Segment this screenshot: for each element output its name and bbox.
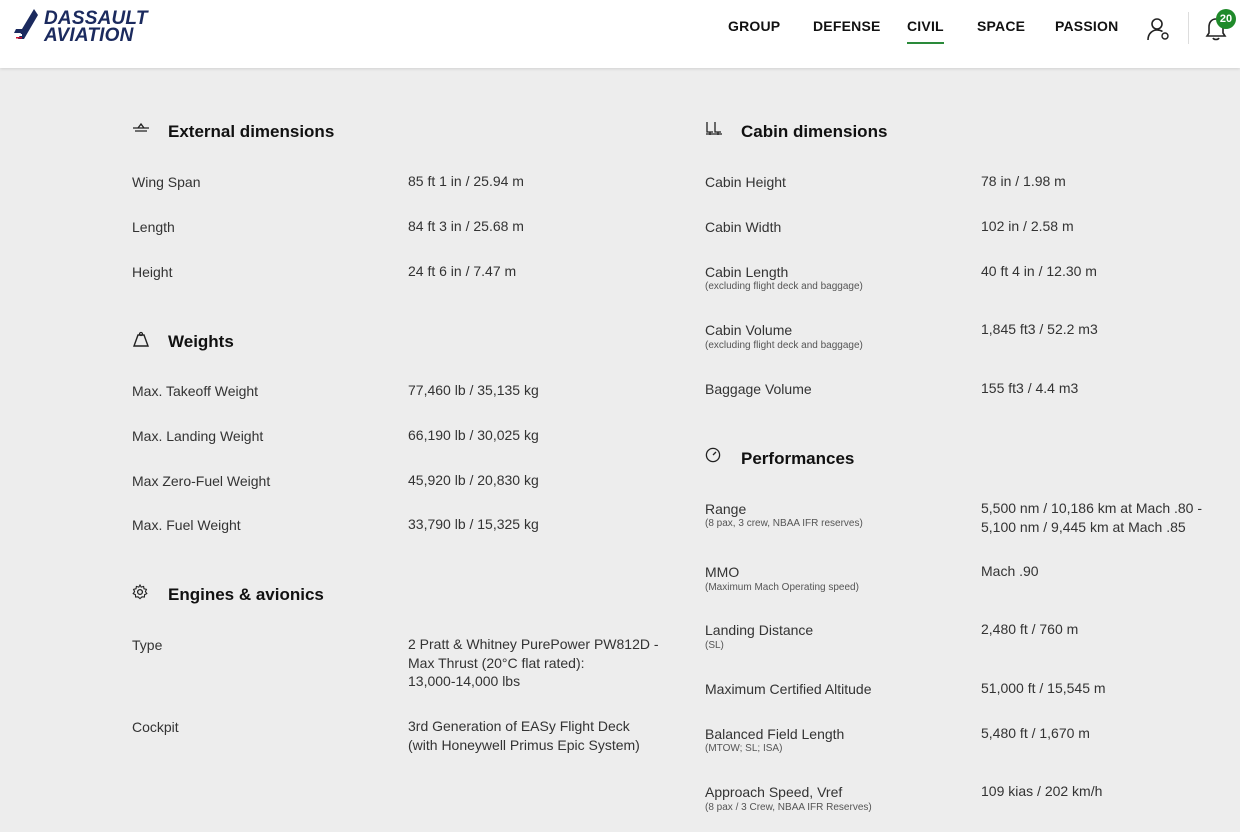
spec-label: Range bbox=[705, 501, 747, 517]
spec-note: (excluding flight deck and baggage) bbox=[705, 340, 863, 351]
dassault-logo[interactable] bbox=[12, 6, 162, 48]
site-header bbox=[0, 0, 1240, 68]
spec-note: (SL) bbox=[705, 640, 724, 651]
spec-value: 85 ft 1 in / 25.94 m bbox=[408, 173, 524, 189]
spec-value: Mach .90 bbox=[981, 563, 1039, 579]
spec-value: 77,460 lb / 35,135 kg bbox=[408, 382, 539, 398]
spec-label: Cabin Volume bbox=[705, 322, 793, 338]
spec-value: 155 ft3 / 4.4 m3 bbox=[981, 380, 1079, 396]
nav-item-group[interactable]: GROUP bbox=[728, 18, 781, 34]
spec-value bbox=[408, 635, 659, 691]
spec-note: (MTOW; SL; ISA) bbox=[705, 743, 783, 754]
spec-label: Baggage Volume bbox=[705, 381, 812, 397]
cabin-dimensions-title: Cabin dimensions bbox=[741, 122, 888, 141]
engines-avionics-title: Engines & avionics bbox=[168, 585, 324, 604]
spec-value: 51,000 ft / 15,545 m bbox=[981, 680, 1106, 696]
logo-line-2: AVIATION bbox=[44, 25, 134, 46]
spec-value: 102 in / 2.58 m bbox=[981, 218, 1074, 234]
spec-label: Max Zero-Fuel Weight bbox=[132, 473, 271, 489]
spec-value: 1,845 ft3 / 52.2 m3 bbox=[981, 321, 1098, 337]
spec-value: 2,480 ft / 760 m bbox=[981, 621, 1079, 637]
spec-label: Height bbox=[132, 264, 173, 280]
nav-item-defense[interactable]: DEFENSE bbox=[813, 18, 881, 34]
spec-label: Maximum Certified Altitude bbox=[705, 681, 872, 697]
spec-label: Approach Speed, Vref bbox=[705, 784, 843, 800]
spec-label: Cockpit bbox=[132, 719, 179, 735]
spec-label: Balanced Field Length bbox=[705, 726, 845, 742]
value-line: 13,000-14,000 lbs bbox=[408, 673, 521, 689]
spec-value: 66,190 lb / 30,025 kg bbox=[408, 427, 539, 443]
spec-label: Cabin Length bbox=[705, 264, 789, 280]
spec-value: 33,790 lb / 15,325 kg bbox=[408, 516, 539, 532]
logo-mark-icon bbox=[12, 7, 42, 47]
spec-note: (8 pax / 3 Crew, NBAA IFR Reserves) bbox=[705, 802, 872, 813]
spec-note: (Maximum Mach Operating speed) bbox=[705, 582, 859, 593]
spec-label: Max. Fuel Weight bbox=[132, 517, 241, 533]
spec-label: Wing Span bbox=[132, 174, 201, 190]
speedometer-icon bbox=[705, 447, 721, 463]
spec-value: 24 ft 6 in / 7.47 m bbox=[408, 263, 517, 279]
spec-value: 45,920 lb / 20,830 kg bbox=[408, 472, 539, 488]
external-dimensions-title: External dimensions bbox=[168, 122, 335, 141]
performances-title: Performances bbox=[741, 449, 855, 468]
spec-label: Max. Landing Weight bbox=[132, 428, 264, 444]
spec-value: 5,480 ft / 1,670 m bbox=[981, 725, 1090, 741]
spec-value bbox=[981, 499, 1202, 536]
nav-item-civil[interactable]: CIVIL bbox=[907, 18, 944, 34]
spec-label: Cabin Height bbox=[705, 174, 786, 190]
nav-item-space[interactable]: SPACE bbox=[977, 18, 1026, 34]
weights-title: Weights bbox=[168, 332, 234, 351]
value-line: (with Honeywell Primus Epic System) bbox=[408, 736, 640, 753]
spec-value: 109 kias / 202 km/h bbox=[981, 783, 1103, 799]
weight-icon bbox=[132, 331, 150, 349]
notification-badge[interactable]: 20 bbox=[1216, 9, 1236, 29]
spec-value bbox=[408, 717, 640, 754]
nav-item-passion[interactable]: PASSION bbox=[1055, 18, 1119, 34]
spec-note: (8 pax, 3 crew, NBAA IFR reserves) bbox=[705, 518, 863, 529]
spec-label: Cabin Width bbox=[705, 219, 782, 235]
value-line: 3rd Generation of EASy Flight Deck bbox=[408, 718, 630, 734]
spec-value: 78 in / 1.98 m bbox=[981, 173, 1066, 189]
logo-line-1: DASSAULT bbox=[44, 8, 148, 29]
spec-note: (excluding flight deck and baggage) bbox=[705, 281, 863, 292]
header-divider bbox=[1188, 12, 1189, 44]
spec-value: 40 ft 4 in / 12.30 m bbox=[981, 263, 1097, 279]
value-line: 2 Pratt & Whitney PurePower PW812D - bbox=[408, 636, 659, 652]
user-account-icon[interactable] bbox=[1146, 16, 1170, 42]
spec-label: Max. Takeoff Weight bbox=[132, 383, 259, 399]
aircraft-icon bbox=[132, 121, 150, 135]
seats-icon bbox=[705, 120, 723, 136]
spec-label: Type bbox=[132, 637, 163, 653]
value-line: Max Thrust (20°C flat rated): bbox=[408, 654, 585, 671]
spec-label: MMO bbox=[705, 564, 740, 580]
value-line: 5,100 nm / 9,445 km at Mach .85 bbox=[981, 518, 1186, 535]
value-line: 5,500 nm / 10,186 km at Mach .80 - bbox=[981, 500, 1203, 516]
gear-icon bbox=[132, 584, 148, 600]
spec-label: Landing Distance bbox=[705, 622, 814, 638]
spec-label: Length bbox=[132, 219, 175, 235]
spec-value: 84 ft 3 in / 25.68 m bbox=[408, 218, 524, 234]
